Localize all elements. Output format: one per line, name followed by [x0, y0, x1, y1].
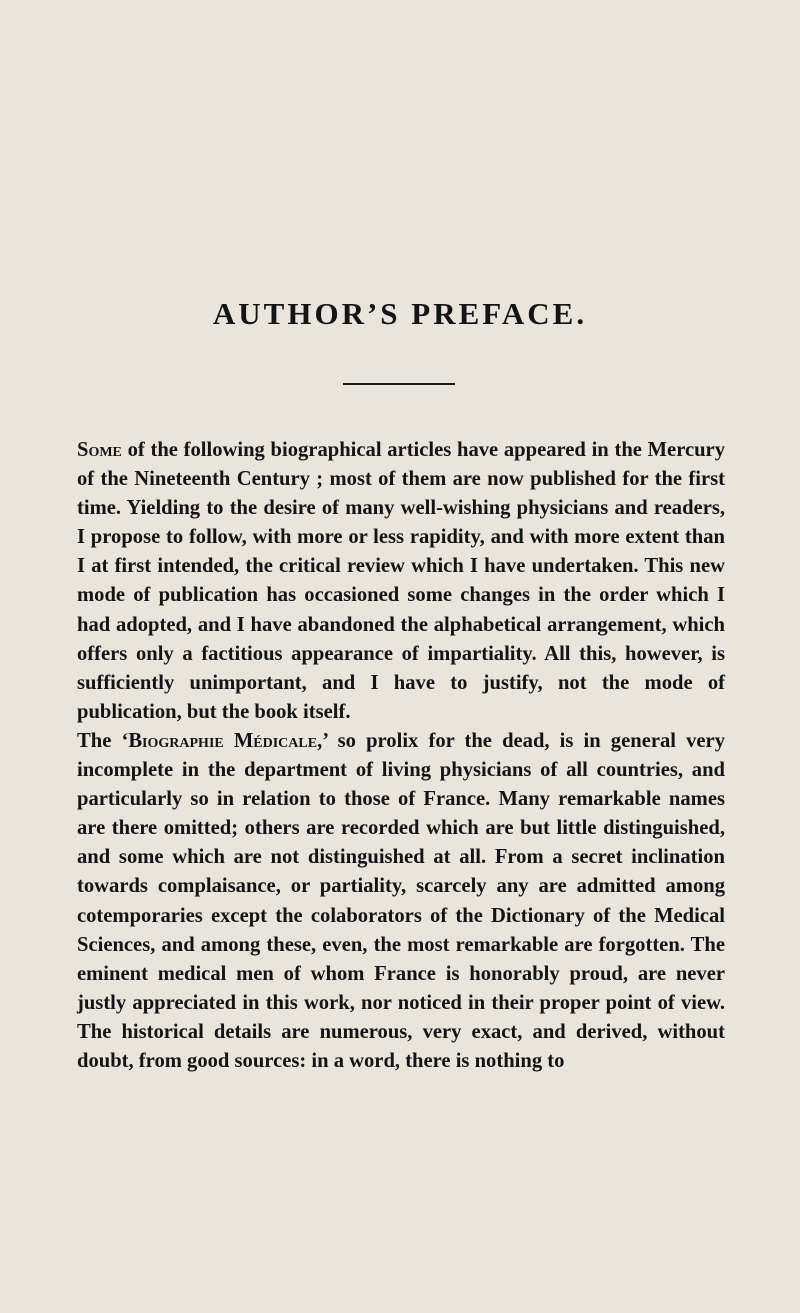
- paragraph-1: [77, 436, 725, 727]
- paragraph-1-text: of the following biographical articles have appeared in the Mercury of the Nineteenth Century ; most of them are now published for the first time. Yielding to the desire of many well-wishing physicians and readers, I propose to follow, with more or less rapidity, and with more extent than I at first intended, the critical review which I have undertaken. This new mode of publication has occasioned some changes in the order which I had adopted, and I have abandoned the alphabetical arrangement, which offers only a factitious appearance of impartiality. All this, however, is sufficiently unimportant, and I have to justify, not the mode of publication, but the book itself.: [77, 439, 725, 723]
- paragraph-2-text: ’ so prolix for the dead, is in general very incomplete in the department of living physicians of all countries, and particularly so in relation to those of France. Many remarkable names are there omitted; others are recorded which are but little distinguished, and some which are not distinguished at all. From a secret inclination towards complaisance, or partiality, scarcely any are admitted among cotemporaries except the colaborators of the Dictionary of the Medical Sciences, and among these, even, the most remarkable are forgotten. The eminent medical men of whom France is honorably proud, are never justly appreciated in this work, nor noticed in their proper point of view. The historical details are numerous, very exact, and derived, without doubt, from good sources: in a word, there is nothing to: [77, 729, 725, 1072]
- page-title: AUTHOR’S PREFACE.: [212, 296, 588, 331]
- paragraph-1-lead-word: Some: [77, 439, 122, 461]
- preface-body: [77, 436, 725, 1076]
- title-divider-rule: [343, 383, 455, 385]
- paragraph-2: [77, 727, 725, 1076]
- paragraph-2-book-title: Biographie Médicale,: [128, 729, 323, 752]
- paragraph-2-prefix: The ‘: [77, 729, 129, 752]
